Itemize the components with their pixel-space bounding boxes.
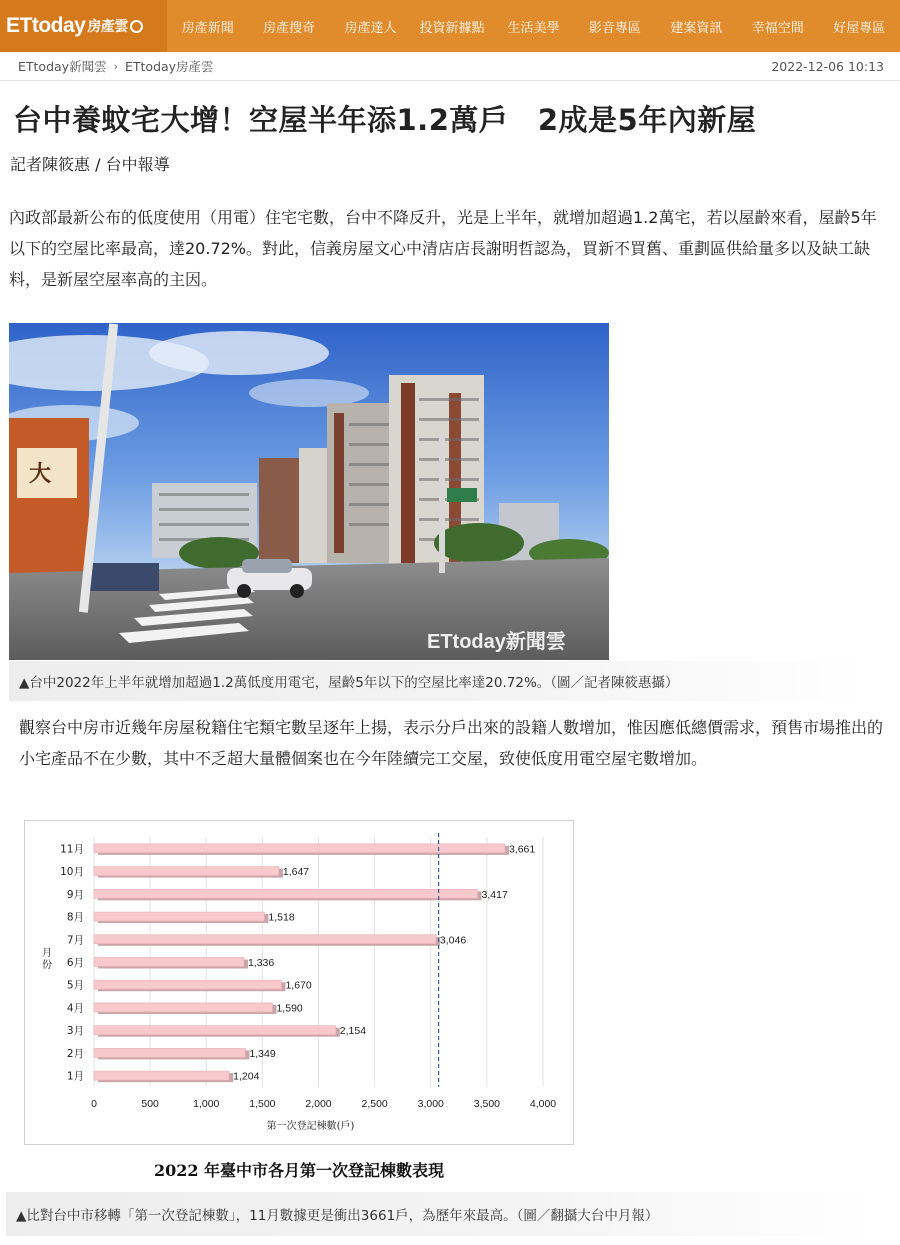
category-label: 5月 — [66, 979, 84, 992]
bar — [94, 1026, 336, 1035]
nav-item-2[interactable]: 房產達人 — [344, 20, 397, 36]
category-label: 8月 — [66, 911, 84, 924]
logo-text: ETtoday — [6, 14, 86, 37]
category-label: 9月 — [66, 888, 84, 901]
bar — [94, 1071, 229, 1080]
chart-caption: ▲比對台中市移轉「第一次登記棟數」，11月數據更是衝出3661戶，為歷年來最高。（圖／翻攝大台中月報） — [6, 1192, 876, 1236]
data-label: 1,590 — [276, 1002, 303, 1015]
y-axis-title: 份 — [42, 960, 52, 971]
data-label: 1,647 — [282, 866, 310, 879]
article-title: 台中養蚊宅大增！空屋半年添1.2萬戶 2成是5年內新屋 — [13, 103, 757, 137]
x-tick-label: 4,000 — [529, 1098, 557, 1110]
category-label: 4月 — [66, 1002, 84, 1015]
category-label: 1月 — [66, 1070, 84, 1083]
article-paragraph: 觀察台中房市近幾年房屋稅籍住宅類宅數呈逐年上揚，表示分戶出來的設籍人數增加，惟因應低總價需求，預售市場推出的小宅產品不在少數，其中不乏超大量體個案也在今年陸續完工交屋，致使低度用電空屋宅數增加。 — [19, 718, 884, 768]
data-label: 1,204 — [233, 1070, 260, 1083]
category-label: 10月 — [60, 866, 84, 879]
chart-title: 2022 年臺中市各月第一次登記棟數表現 — [153, 1161, 445, 1180]
x-tick-label: 3,500 — [473, 1098, 501, 1110]
category-label: 3月 — [66, 1025, 84, 1038]
article-paragraph: 內政部最新公布的低度使用（用電）住宅宅數，台中不降反升，光是上半年，就增加超過1.2萬宅，若以屋齡來看，屋齡5年以下的空屋比率最高，達20.72%。對此，信義房屋文心中清店店長謝明哲認為，買新不買舊、重劃區供給量多以及缺工缺料，是新屋空屋率高的主因。 — [9, 208, 877, 289]
x-tick-label: 2,500 — [361, 1098, 388, 1110]
nav-item-8[interactable]: 好屋專區 — [833, 20, 886, 36]
category-label: 7月 — [66, 934, 84, 947]
nav-item-7[interactable]: 幸福空間 — [751, 20, 804, 36]
category-label: 6月 — [66, 957, 84, 969]
data-label: 3,046 — [439, 934, 467, 947]
breadcrumb — [0, 52, 900, 81]
chart-svg — [25, 821, 573, 1144]
bar — [94, 1003, 272, 1012]
photo-watermark: ETtoday新聞雲 — [427, 631, 566, 653]
data-label: 1,349 — [249, 1047, 276, 1060]
data-label: 3,661 — [508, 843, 536, 856]
site-logo[interactable] — [0, 0, 167, 52]
data-label: 2,154 — [339, 1025, 367, 1038]
x-tick-label: 1,000 — [193, 1098, 220, 1110]
top-nav-bar — [0, 0, 900, 52]
chevron-right-icon: › — [113, 59, 118, 73]
breadcrumb-item-news[interactable]: ETtoday新聞雲 — [18, 59, 107, 74]
bar — [94, 912, 264, 921]
nav-item-4[interactable]: 生活美學 — [507, 20, 560, 36]
bar — [94, 889, 478, 898]
main-nav — [167, 17, 900, 36]
nav-item-0[interactable]: 房產新聞 — [181, 20, 234, 36]
x-tick-label: 1,500 — [249, 1098, 276, 1110]
logo-sub: 房產雲 — [87, 18, 128, 34]
bar — [94, 867, 279, 876]
y-axis-title: 月 — [42, 948, 52, 959]
bar-chart[interactable] — [24, 820, 574, 1145]
breadcrumb-item-house[interactable]: ETtoday房產雲 — [124, 59, 214, 74]
bar — [94, 844, 505, 853]
svg-text:大: 大 — [29, 462, 52, 487]
nav-item-5[interactable]: 影音專區 — [588, 20, 641, 36]
bar — [94, 1048, 245, 1057]
data-label: 3,417 — [481, 888, 508, 901]
category-label: 11月 — [60, 843, 84, 856]
nav-item-3[interactable]: 投資新據點 — [419, 20, 485, 36]
x-tick-label: 0 — [91, 1098, 97, 1110]
nav-item-6[interactable]: 建案資訊 — [670, 20, 723, 36]
x-tick-label: 2,000 — [305, 1098, 332, 1110]
x-tick-label: 3,000 — [417, 1098, 444, 1110]
logo-mark-icon — [130, 20, 143, 33]
data-label: 1,518 — [268, 911, 295, 924]
x-axis-title: 第一次登記棟數(戶) — [266, 1121, 355, 1132]
article-photo[interactable] — [9, 323, 609, 660]
publish-date: 2022-12-06 10:13 — [771, 58, 884, 74]
x-tick-label: 500 — [141, 1098, 159, 1110]
data-label: 1,336 — [247, 957, 275, 969]
bar — [94, 980, 281, 989]
nav-item-1[interactable]: 房產搜奇 — [263, 20, 316, 36]
bar — [94, 958, 244, 967]
category-label: 2月 — [66, 1047, 84, 1060]
data-label: 1,670 — [285, 979, 312, 992]
photo-caption: ▲台中2022年上半年就增加超過1.2萬低度用電宅，屋齡5年以下的空屋比率達20.72%。（圖／記者陳筱惠攝） — [9, 661, 869, 701]
article-byline: 記者陳筱惠 / 台中報導 — [10, 155, 170, 174]
bar — [94, 935, 436, 944]
